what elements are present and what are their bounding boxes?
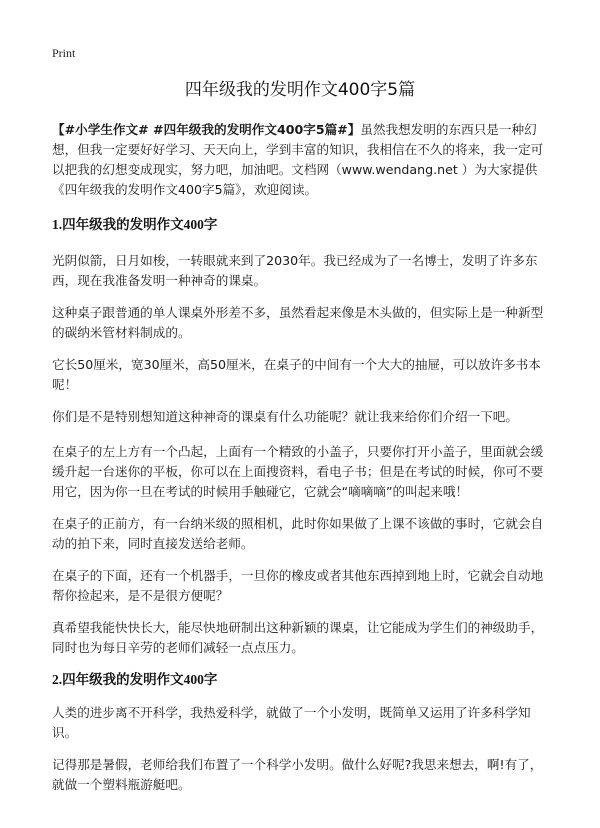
- section-heading-2: 2.四年级我的发明作文400字: [52, 672, 218, 687]
- section-1-paragraph-3: 它长50厘米，宽30厘米，高50厘米，在桌子的中间有一个大大的抽屉，可以放许多书本呢！: [52, 357, 541, 392]
- section-heading-1: 1.四年级我的发明作文400字: [52, 217, 218, 232]
- intro-paragraph: [52, 120, 552, 200]
- section-2-paragraph-2: 记得那是暑假，老师给我们布置了一个科学小发明。做什么好呢?我思来想去，啊!有了，就做一个塑料瓶游艇吧。: [52, 757, 543, 792]
- section-1-paragraph-4: 你们是不是特别想知道这种神奇的课桌有什么功能呢？就让我来给你们介绍一下吧。: [52, 409, 518, 424]
- document-title: 四年级我的发明作文400字5篇: [184, 80, 416, 100]
- section-1-paragraph-7: 在桌子的下面，还有一个机器手，一旦你的橡皮或者其他东西掉到地上时，它就会自动地帮你捡起来，是不是很方便呢？: [52, 568, 544, 603]
- intro-tag: 【#小学生作文# #四年级我的发明作文400字5篇#】: [52, 122, 361, 137]
- print-link[interactable]: Print: [52, 46, 76, 60]
- section-1-paragraph-2: 这种桌子跟普通的单人课桌外形差不多，虽然看起来像是木头做的，但实际上是一种新型的碳纳米管材料制成的。: [52, 305, 544, 340]
- section-1-paragraph-6: 在桌子的正前方，有一台纳米级的照相机，此时你如果做了上课不该做的事时，它就会自动的拍下来，同时直接发送给老师。: [52, 516, 544, 551]
- section-1-paragraph-1: 光阴似箭，日月如梭，一转眼就来到了2030年。我已经成为了一名博士，发明了许多东西，现在我准备发明一种神奇的课桌。: [52, 253, 538, 288]
- intro-text: 虽然我想发明的东西只是一种幻想，但我一定要好好学习、天天向上，学到丰富的知识，我相信在不久的将来，我一定可以把我的幻想变成现实，努力吧，加油吧。文档网（www.wendang.net ）为大家提供《四年级我的发明作文400字5篇》，欢迎阅读。: [52, 122, 544, 197]
- section-2-paragraph-1: 人类的进步离不开科学，我热爱科学，就做了一个小发明，既简单又运用了许多科学知识。: [52, 705, 531, 740]
- article-body: [52, 120, 552, 795]
- section-1-paragraph-5: 在桌子的左上方有一个凸起，上面有一个精致的小盖子，只要你打开小盖子，里面就会缓缓升起一台迷你的平板，你可以在上面搜资料，看电子书；但是在考试的时候，你可不要用它，因为你一旦在考试的时候用手触碰它，它就会“嘀嘀嘀”的叫起来哦！: [52, 444, 544, 499]
- section-1-paragraph-8: 真希望我能快快长大，能尽快地研制出这种新颖的课桌，让它能成为学生们的神级助手，同时也为每日辛劳的老师们减轻一点点压力。: [52, 620, 544, 655]
